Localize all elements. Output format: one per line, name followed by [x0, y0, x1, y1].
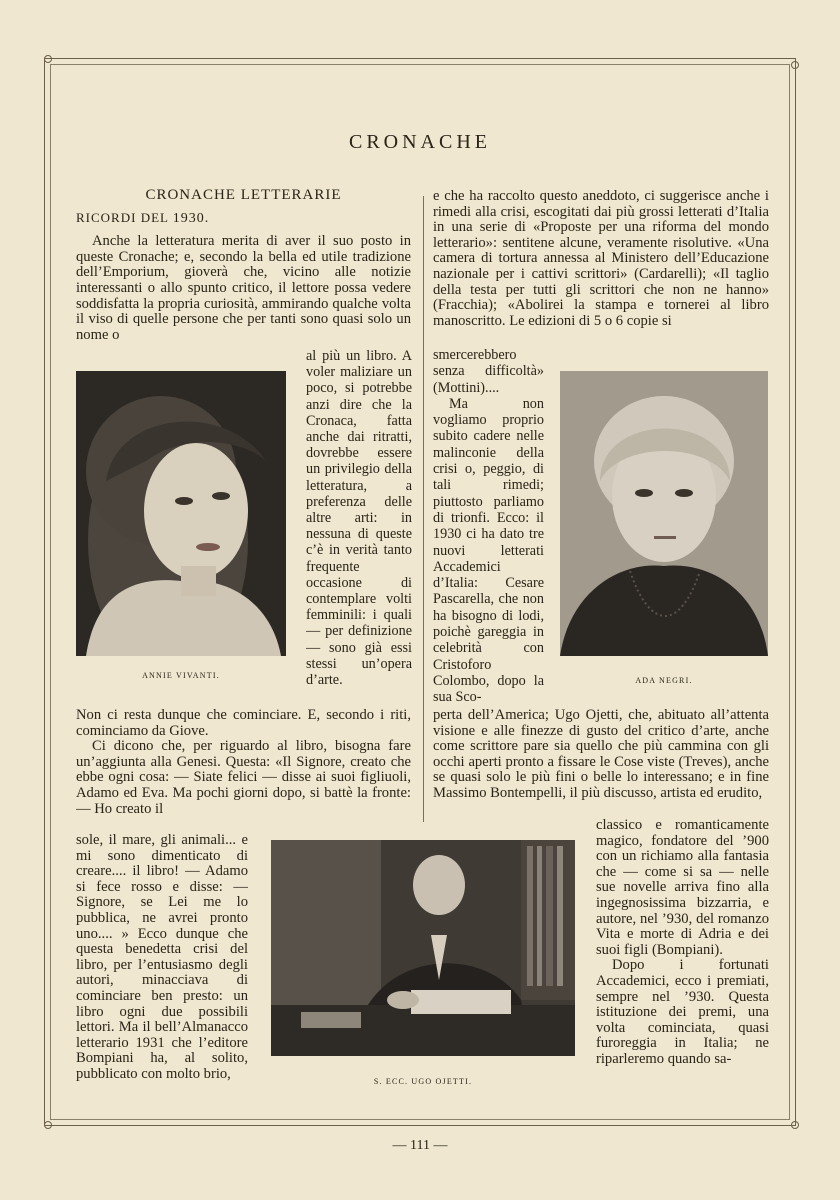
corner-ornament: [44, 1121, 52, 1129]
paragraph: Ma non vogliamo proprio subito cadere nelle malinconie della crisi o, peggio, di tali rimedi; piuttosto parliamo di trionfi. Ecco: il 1930 ci ha dato tre nuovi letterati Accademici d’Italia: Cesare Pascarella, che non ha bisogno di lodi, poichè gareggia in celebrità con Cristoforo Colombo, dopo la sua Sco-: [433, 395, 544, 706]
column-right-lower: [596, 818, 769, 1086]
portrait-ada-negri: [560, 371, 768, 656]
portrait-annie-vivanti: [76, 371, 286, 656]
caption-ojetti: S. ECC. UGO OJETTI.: [373, 1077, 473, 1086]
photo-ugo-ojetti: [271, 840, 575, 1056]
paragraph: al più un libro. A voler maliziare un poco, si potrebbe anzi dire che la Cronaca, fatta anche dai ritratti, dovrebbe essere un privilegio della letteratura, a preferenza delle altre arti: in nessuna di queste c’è in verità tanto frequente occasione di contemplare volti femminili: i quali — per definizione — sono già essi stessi un’opera d’arte.: [306, 348, 412, 689]
column-left: [76, 188, 411, 346]
caption-vivanti: ANNIE VIVANTI.: [142, 671, 220, 680]
paragraph: sole, il mare, gli animali... e mi sono dimenticato di creare.... il libro! — Adamo si fece rosso e disse: — Signore, se Lei me lo pubblica, ne avrei pronto uno.... » Ecco dunque che questa benedetta crisi del libro, per l’entusiasmo degli autori, minacciava di cominciare ben presto: un libro ogni due possibili lettori. Ma il bell’Almanacco letterario 1931 che l’editore Bompiani ha, al solito, pubblicato con molto brio,: [76, 833, 248, 1082]
column-right: [433, 189, 769, 349]
column-left-mid: [76, 708, 411, 834]
corner-ornament: [791, 61, 799, 69]
article-title: CRONACHE LETTERARIE: [145, 187, 342, 203]
paragraph: e che ha raccolto questo aneddoto, ci suggerisce anche i rimedi alla crisi, escogitati dai più grossi letterati d’Italia in una serie di «Proposte per una riforma del mondo letterario»: sentitene alcune, veramente risolutive. «Una camera di tortura annessa al Ministero dell’Educazione nazionale per i cattivi scrittori» (Cardarelli); «Il taglio della testa per tutti gli scrittori che non ne hanno» (Fracchia); «Abolirei la stampa e tornerei al libro manoscritto. Le edizioni di 5 o 6 copie si: [433, 189, 769, 329]
paragraph: perta dell’America; Ugo Ojetti, che, abituato all’attenta visione e alle finezze di gusto del critico d’arte, anche come scrittore pare sia quello che più cammina con gli occhi aperti pronto a fissare le Cose viste (Treves), anche se quasi solo le più fini o belle lo interessano; e in fine Massimo Bontempelli, il più discusso, artista ed erudito,: [433, 708, 769, 801]
paragraph: classico e romanticamente magico, fondatore del ’900 con un richiamo alla fantasia che — come si sa — nelle sue novelle arriva fino alla ingegnosissima bizzarria, e autore, nel ’930, del romanzo Vita e morte di Adria e dei suoi figli (Bompiani).: [596, 818, 769, 958]
paragraph: Ci dicono che, per riguardo al libro, bisogna fare un’aggiunta alla Genesi. Questa: «Il Signore, creato che ebbe ogni cosa: — Siate felici — disse ai suoi figliuoli, Adamo ed Eva. Ma pochi giorni dopo, si battè la fronte: — Ho creato il: [76, 738, 411, 817]
page-number: — 111 —: [392, 1138, 448, 1153]
column-left-lower: [76, 833, 248, 1087]
column-right-narrow: [433, 347, 544, 707]
paragraph: smercerebbero senza difficoltà» (Mottini)....: [433, 347, 544, 396]
corner-ornament: [44, 55, 52, 63]
corner-ornament: [791, 1121, 799, 1129]
paragraph: Non ci resta dunque che cominciare. E, secondo i riti, cominciamo da Giove.: [76, 708, 411, 739]
article-rubric: RICORDI DEL 1930.: [76, 209, 210, 226]
caption-negri: ADA NEGRI.: [635, 676, 693, 685]
paragraph: Dopo i fortunati Accademici, ecco i premiati, sempre nel ’930. Questa istituzione dei premi, una volta cominciata, quasi furoreggia in Italia; ne riparleremo quando sa-: [596, 957, 769, 1067]
paragraph: Anche la letteratura merita di aver il suo posto in queste Cronache; e, secondo la bella ed utile tradizione dell’Emporium, gioverà che, vicino alle notizie interessanti o allo spunto critico, il lettore possa vedere soddisfatta la propria curiosità, ammirando qualche volta il viso di quelle persone che per tanti sono quasi solo un nome o: [76, 234, 411, 343]
column-left-narrow: [306, 348, 412, 708]
column-right-mid: [433, 708, 769, 821]
section-title: CRONACHE: [348, 131, 491, 153]
column-divider: [423, 196, 424, 822]
